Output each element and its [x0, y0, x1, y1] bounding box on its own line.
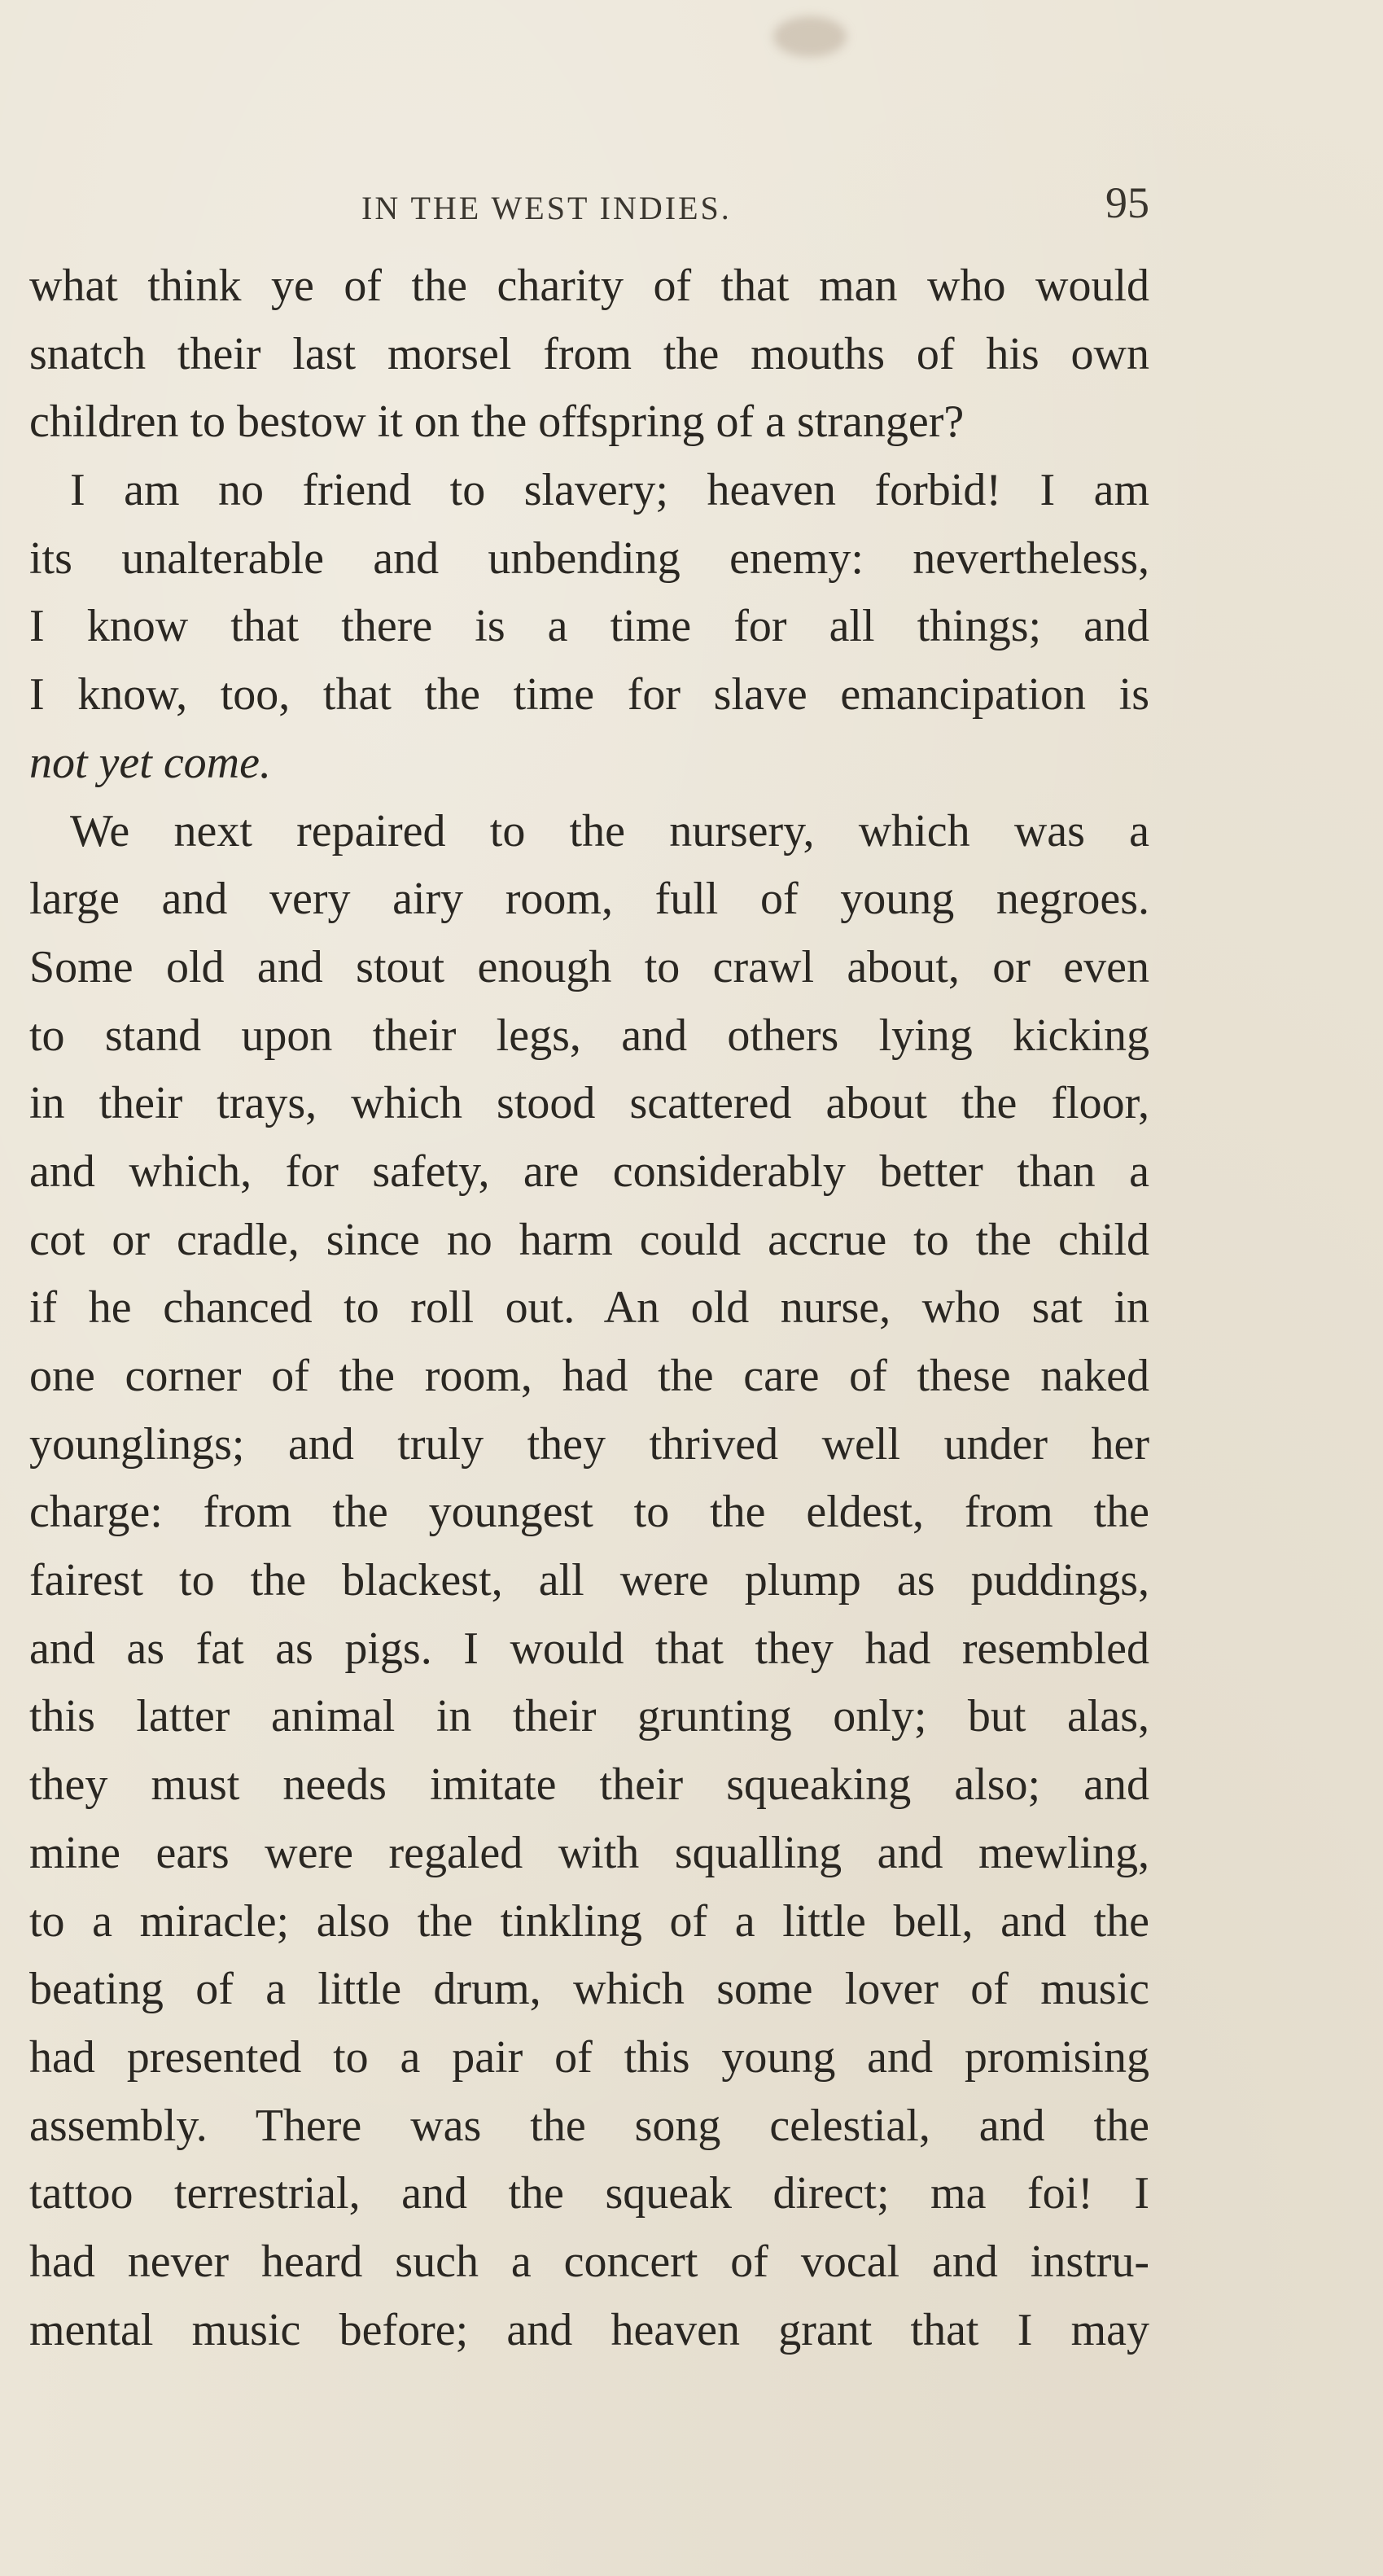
text-line: charge: from the youngest to the eldest, from the [29, 1487, 1149, 1538]
text-line: had never heard such a concert of vocal and instru- [29, 2236, 1149, 2287]
text-line: younglings; and truly they thrived well under her [29, 1418, 1149, 1470]
text-line: mental music before; and heaven grant that I may [29, 2304, 1149, 2355]
page-header [29, 173, 1149, 230]
text-line: its unalterable and unbending enemy: nevertheless, [29, 532, 1149, 584]
paragraph-start-line: We next repaired to the nursery, which was a [70, 805, 1149, 856]
running-head: IN THE WEST INDIES. [361, 190, 732, 226]
text-line: cot or cradle, since no harm could accrue to the child [29, 1214, 1149, 1265]
text-line: they must needs imitate their squeaking also; and [29, 1759, 1149, 1811]
text-line: I know, too, that the time for slave emancipation is [29, 669, 1149, 721]
paragraph-start-line: I am no friend to slavery; heaven forbid! I am [70, 465, 1149, 516]
text-line: children to bestow it on the offspring of a stranger? [29, 396, 965, 448]
text-line: what think ye of the charity of that man who would [29, 261, 1149, 311]
ink-blot [773, 16, 847, 57]
text-line: tattoo terrestrial, and the squeak direct; ma foi! I [29, 2168, 1149, 2219]
text-line: to a miracle; also the tinkling of a little bell, and the [29, 1895, 1149, 1947]
text-line: and which, for safety, are considerably better than a [29, 1146, 1149, 1197]
italic-line: not yet come. [29, 737, 271, 788]
text-line: to stand upon their legs, and others lying kicking [29, 1010, 1149, 1061]
text-line: one corner of the room, had the care of these naked [29, 1351, 1149, 1401]
page-number: 95 [1105, 178, 1149, 227]
text-line: I know that there is a time for all things; and [29, 601, 1149, 652]
text-line: in their trays, which stood scattered about the floor, [29, 1078, 1149, 1129]
text-line: had presented to a pair of this young and promising [29, 2031, 1149, 2083]
text-line: mine ears were regaled with squalling and mewling, [29, 1827, 1149, 1878]
text-line: large and very airy room, full of young negroes. [29, 874, 1149, 925]
text-line: and as fat as pigs. I would that they had resembled [29, 1623, 1149, 1674]
text-line: beating of a little drum, which some lover of music [29, 1964, 1149, 2015]
text-line: snatch their last morsel from the mouths of his own [29, 328, 1149, 379]
text-line: assembly. There was the song celestial, and the [29, 2100, 1149, 2151]
text-line: if he chanced to roll out. An old nurse, who sat in [29, 1282, 1149, 1334]
text-line: fairest to the blackest, all were plump as puddings, [29, 1555, 1149, 1606]
text-line: this latter animal in their grunting only; but alas, [29, 1691, 1149, 1742]
text-line: Some old and stout enough to crawl about, or even [29, 941, 1149, 992]
body-text [29, 252, 1149, 2364]
